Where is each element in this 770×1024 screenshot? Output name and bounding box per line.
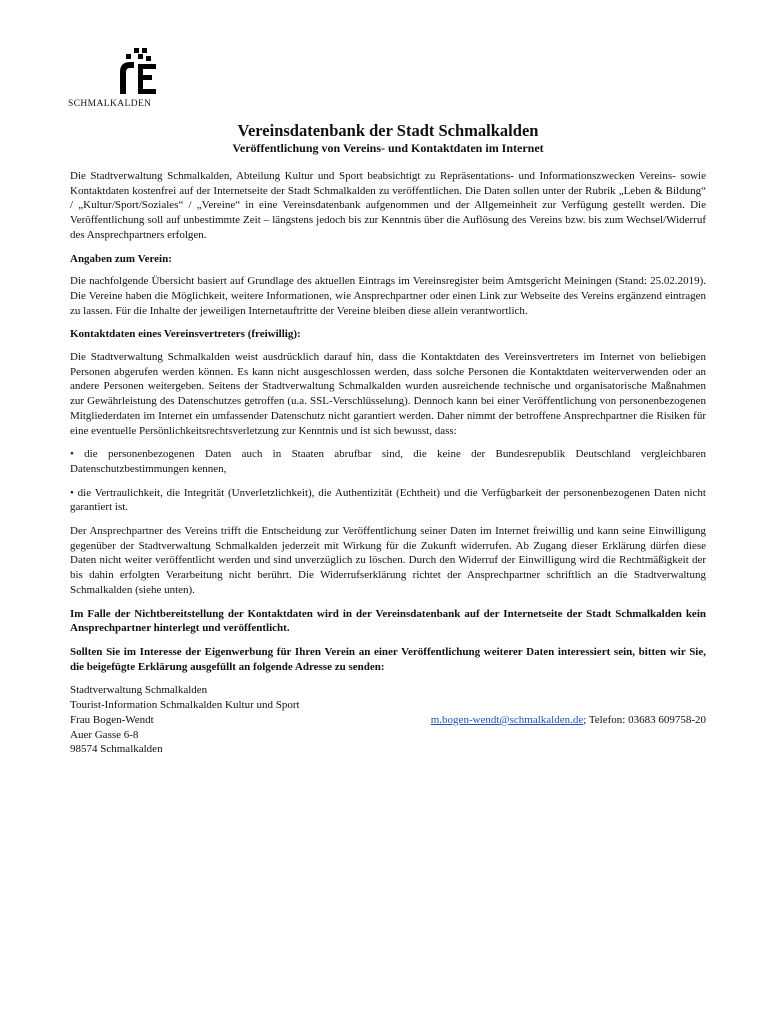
address-block xyxy=(70,683,706,757)
address-line: Tourist-Information Schmalkalden Kultur und Sport xyxy=(70,699,300,712)
logo xyxy=(68,46,168,110)
address-line: 98574 Schmalkalden xyxy=(70,743,163,756)
schmalkalden-logo-icon xyxy=(114,46,160,96)
contact-person: Frau Bogen-Wendt xyxy=(70,713,154,726)
phone-text: ; Telefon: 03683 609758-20 xyxy=(583,713,706,726)
heading-kontakt: Kontaktdaten eines Vereinsvertreters (freiwillig): xyxy=(70,328,301,341)
email-link[interactable]: m.bogen-wendt@schmalkalden.de xyxy=(430,713,584,726)
bullet-item: • die Vertraulichkeit, die Integrität (Unverletzlichkeit), die Authentizität (Echtheit) und die Verfügbarkeit der personenbezogenen Daten nicht garantiert ist. xyxy=(70,486,706,514)
document-subtitle: Veröffentlichung von Vereins- und Kontaktdaten im Internet xyxy=(232,141,544,155)
bold-notice-2: Sollten Sie im Interesse der Eigenwerbung für Ihren Verein an einer Veröffentlichung weiterer Daten interessiert sein, bitten wir Sie, die beigefügte Erklärung ausgefüllt an folgende Adresse zu senden: xyxy=(70,645,706,673)
bold-notice-1: Im Falle der Nichtbereitstellung der Kontaktdaten wird in der Vereinsdatenbank auf der Internetseite der Stadt Schmalkalden kein Ansprechpartner hinterlegt und veröffentlicht. xyxy=(70,607,706,635)
heading-verein: Angaben zum Verein: xyxy=(70,252,172,265)
bullet-item: • die personenbezogenen Daten auch in Staaten abrufbar sind, die keine der Bundesrepublik Deutschland vergleichbaren Datenschutzbestimmungen kennen, xyxy=(70,448,706,475)
kontakt-paragraph: Die Stadtverwaltung Schmalkalden weist ausdrücklich darauf hin, dass die Kontaktdaten des Vereinsvertreters im Internet von beliebigen Personen abgerufen werden können. Es kann nicht ausgeschlossen werden, dass solche Personen die Kontaktdaten weiterverwenden oder an andere Personen weitergeben. Seitens der Stadtverwaltung Schmalkalden wurden ausreichende technische und organisatorische Maßnahmen zur Gewährleistung des Datenschutzes getroffen (u.a. SSL-Verschlüsselung). Dennoch kann bei einer Veröffentlichung von personenbezogenen Mitgliederdaten im Internet ein umfassender Datenschutz nicht garantiert werden. Daher nimmt der betroffene Ansprechpartner die Risiken für eine eventuelle Persönlichkeitsrechtsverletzung zur Kenntnis und ist sich bewusst, dass: xyxy=(70,351,706,437)
address-line-contact xyxy=(70,713,706,728)
entscheidung-paragraph: Der Ansprechpartner des Vereins trifft die Entscheidung zur Veröffentlichung seiner Daten im Internet freiwillig und kann seine Einwilligung gegenüber der Stadtverwaltung Schmalkalden jederzeit mit Wirkung für die Zukunft widerrufen. Ab Zugang dieser Erklärung dürfen diese Daten nicht weiter veröffentlicht werden und sind unverzüglich zu löschen. Durch den Widerruf der Einwilligung wird die Rechtmäßigkeit der bis dahin erfolgten Verarbeitung nicht berührt. Die Widerrufserklärung richtet der Ansprechpartner schriftlich an die Stadtverwaltung Schmalkalden (siehe unten). xyxy=(70,525,706,596)
document-body xyxy=(70,121,706,757)
verein-paragraph: Die nachfolgende Übersicht basiert auf Grundlage des aktuellen Eintrags im Vereinsregister beim Amtsgericht Meiningen (Stand: 25.02.2019). Die Vereine haben die Möglichkeit, weitere Informationen, wie Ansprechpartner oder einen Link zur Webseite des Vereins ergänzend eintragen zu lassen. Für die Inhalte der jeweiligen Internetauftritte der Vereine bleiben diese allein verantwortlich. xyxy=(70,275,706,317)
contact-details xyxy=(431,713,706,728)
intro-paragraph: Die Stadtverwaltung Schmalkalden, Abteilung Kultur und Sport beabsichtigt zu Repräsentations- und Informationszwecken Vereins- sowie Kontaktdaten kostenfrei auf der Internetseite der Stadt Schmalkalden zu veröffentlichen. Die Daten sollen unter der Rubrik „Leben & Bildung“ / „Kultur/Sport/Soziales“ / „Vereine“ in eine Vereinsdatenbank aufgenommen und der Allgemeinheit zur Verfügung gestellt werden. Die Veröffentlichung soll auf unbestimmte Zeit – längstens jedoch bis zur Kenntnis über die Auflösung des Vereins bzw. bis zum Wechsel/Widerruf des Ansprechpartners erfolgen. xyxy=(70,170,706,241)
logo-text: SCHMALKALDEN xyxy=(68,99,152,109)
document-title: Vereinsdatenbank der Stadt Schmalkalden xyxy=(237,121,539,140)
address-line: Auer Gasse 6-8 xyxy=(70,728,139,741)
address-line: Stadtverwaltung Schmalkalden xyxy=(70,684,208,697)
